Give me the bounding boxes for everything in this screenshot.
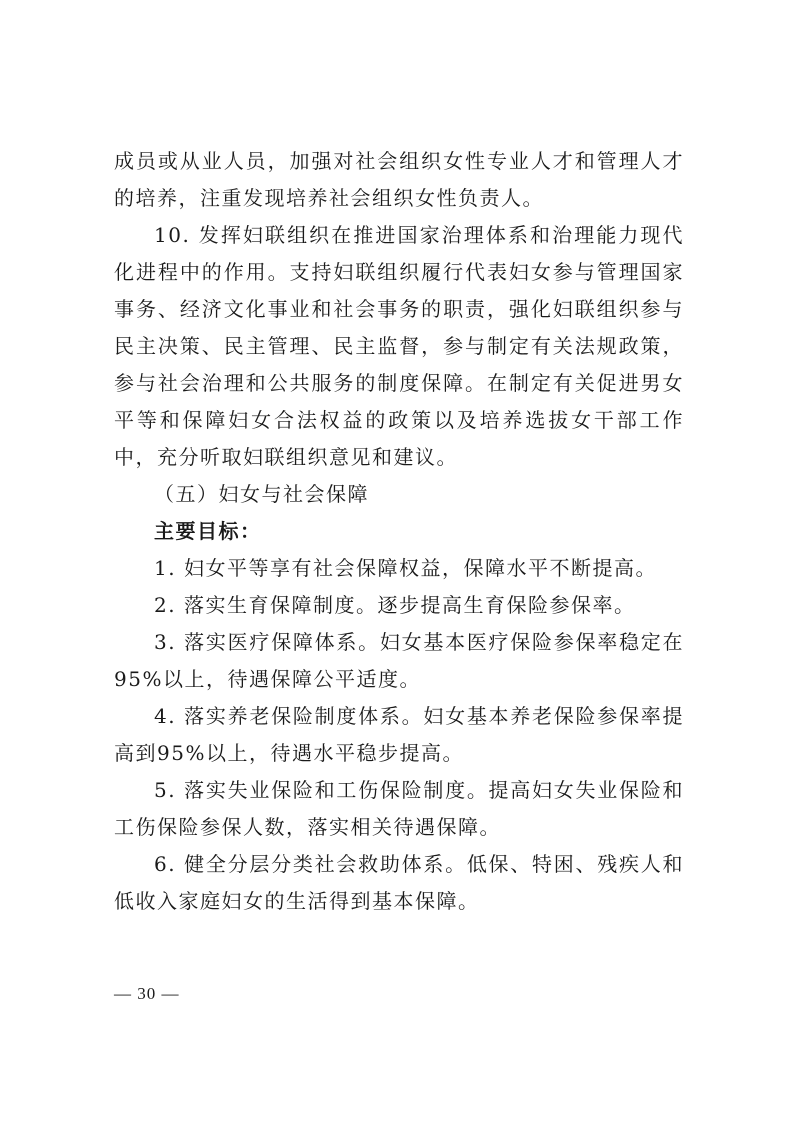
page-number: — 30 — (114, 984, 180, 1003)
section-heading: （五）妇女与社会保障 (154, 482, 369, 506)
goal-item-5: 5. 落实失业保险和工伤保险制度。提高妇女失业保险和工伤保险参保人数，落实相关待遇保障。 (114, 778, 684, 839)
body-text (114, 143, 684, 920)
goal-item-3: 3. 落实医疗保障体系。妇女基本医疗保险参保率稳定在95%以上，待遇保障公平适度。 (114, 630, 684, 691)
goal-item-1: 1. 妇女平等享有社会保障权益，保障水平不断提高。 (154, 556, 657, 580)
paragraph-item-10: 10. 发挥妇联组织在推进国家治理体系和治理能力现代化进程中的作用。支持妇联组织履行代表妇女参与管理国家事务、经济文化事业和社会事务的职责，强化妇联组织参与民主决策、民主管理、民主监督，参与制定有关法规政策，参与社会治理和公共服务的制度保障。在制定有关促进男女平等和保障妇女合法权益的政策以及培养选拔女干部工作中，充分听取妇联组织意见和建议。 (114, 223, 684, 469)
main-goals-heading: 主要目标： (154, 519, 262, 543)
paragraph-continuation: 成员或从业人员，加强对社会组织女性专业人才和管理人才的培养，注重发现培养社会组织女性负责人。 (114, 149, 684, 210)
goal-item-2: 2. 落实生育保障制度。逐步提高生育保险参保率。 (154, 593, 636, 617)
goal-item-4: 4. 落实养老保险制度体系。妇女基本养老保险参保率提高到95%以上，待遇水平稳步提高。 (114, 704, 684, 765)
goal-item-6: 6. 健全分层分类社会救助体系。低保、特困、残疾人和低收入家庭妇女的生活得到基本保障。 (114, 852, 684, 913)
